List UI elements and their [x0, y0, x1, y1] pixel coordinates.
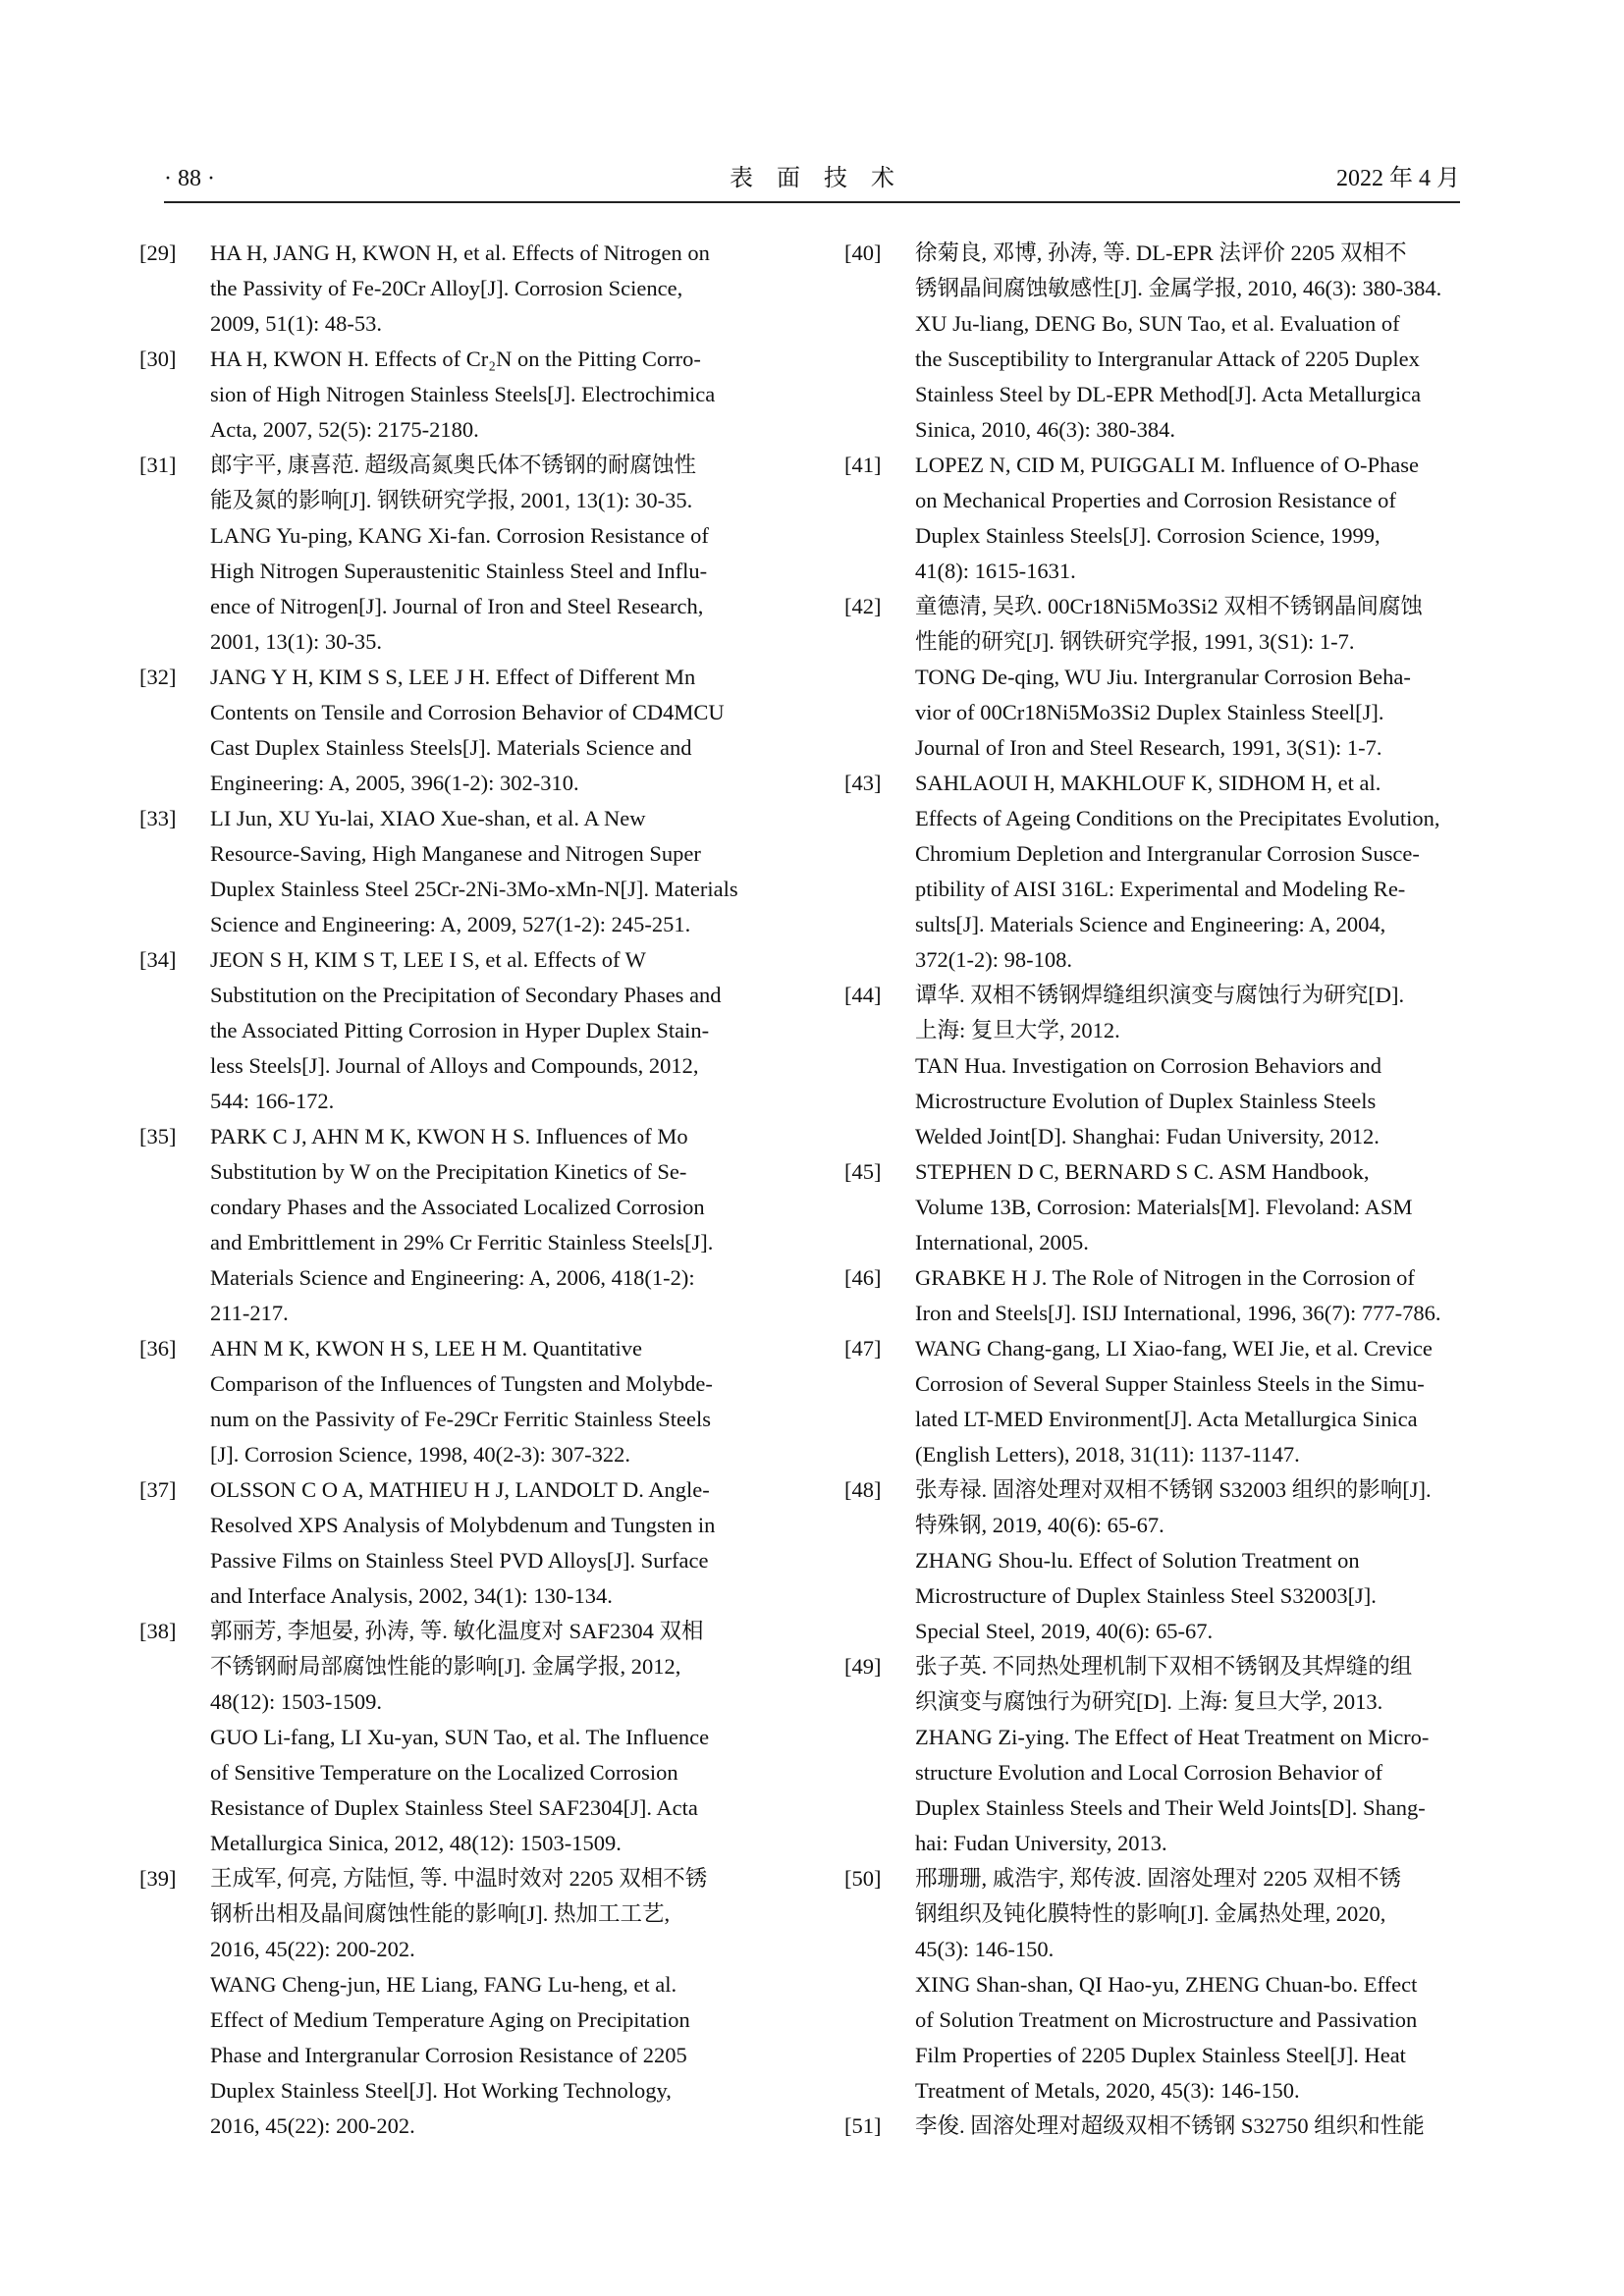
reference-line: Effects of Ageing Conditions on the Precipitates Evolution, [915, 806, 1440, 830]
reference-line: 钢组织及钝化膜特性的影响[J]. 金属热处理, 2020, [915, 1901, 1386, 1926]
reference-text [210, 1614, 787, 1861]
reference-line: 2016, 45(22): 200-202. [210, 1937, 415, 1961]
reference-line: WANG Chang-gang, LI Xiao-fang, WEI Jie, et al. Crevice [915, 1336, 1433, 1361]
reference-item [139, 1861, 787, 2144]
reference-line: Duplex Stainless Steels[J]. Corrosion Science, 1999, [915, 523, 1380, 548]
journal-title: 表面技术 [730, 166, 918, 191]
reference-line: Substitution on the Precipitation of Secondary Phases and [210, 983, 722, 1007]
reference-line: Resource-Saving, High Manganese and Nitrogen Super [210, 841, 701, 866]
reference-line: Welded Joint[D]. Shanghai: Fudan University, 2012. [915, 1124, 1380, 1148]
reference-line: JEON S H, KIM S T, LEE I S, et al. Effects of W [210, 947, 646, 972]
reference-line: 邢珊珊, 戚浩宇, 郑传波. 固溶处理对 2205 双相不锈 [915, 1866, 1402, 1891]
reference-item [139, 942, 787, 1119]
reference-line: 48(12): 1503-1509. [210, 1689, 382, 1714]
reference-text [915, 448, 1492, 589]
reference-item [139, 660, 787, 801]
reference-column-left [139, 236, 787, 2144]
reference-line: LOPEZ N, CID M, PUIGGALI M. Influence of O-Phase [915, 453, 1420, 477]
reference-line: ZHANG Shou-lu. Effect of Solution Treatment on [915, 1548, 1360, 1573]
reference-line: Stainless Steel by DL-EPR Method[J]. Acta Metallurgica [915, 382, 1422, 406]
reference-line: Engineering: A, 2005, 396(1-2): 302-310. [210, 771, 579, 795]
reference-line: 372(1-2): 98-108. [915, 947, 1072, 972]
reference-item [844, 1472, 1492, 1649]
reference-line: Cast Duplex Stainless Steels[J]. Materials Science and [210, 735, 692, 760]
reference-line: Sinica, 2010, 46(3): 380-384. [915, 417, 1175, 442]
reference-text [210, 1331, 787, 1472]
reference-text [210, 236, 787, 342]
reference-line: Phase and Intergranular Corrosion Resistance of 2205 [210, 2043, 687, 2067]
reference-item [844, 2109, 1492, 2144]
reference-line: lated LT-MED Environment[J]. Acta Metallurgica Sinica [915, 1407, 1418, 1431]
reference-line: 王成军, 何亮, 方陆恒, 等. 中温时效对 2205 双相不锈 [210, 1866, 708, 1891]
reference-line: 2001, 13(1): 30-35. [210, 629, 382, 654]
reference-number: [38] [139, 1619, 177, 1643]
reference-text [915, 1861, 1492, 2109]
reference-item [844, 1861, 1492, 2109]
reference-line: sion of High Nitrogen Stainless Steels[J]. Electrochimica [210, 382, 716, 406]
reference-line: less Steels[J]. Journal of Alloys and Compounds, 2012, [210, 1053, 699, 1078]
reference-line: the Passivity of Fe-20Cr Alloy[J]. Corrosion Science, [210, 276, 683, 300]
reference-line: PARK C J, AHN M K, KWON H S. Influences of Mo [210, 1124, 688, 1148]
reference-line: num on the Passivity of Fe-29Cr Ferritic Stainless Steels [210, 1407, 711, 1431]
reference-line: 211-217. [210, 1301, 289, 1325]
reference-line: HA H, JANG H, KWON H, et al. Effects of Nitrogen on [210, 240, 710, 265]
reference-line: Resolved XPS Analysis of Molybdenum and Tungsten in [210, 1513, 716, 1537]
reference-number: [33] [139, 806, 177, 830]
reference-number: [34] [139, 947, 177, 972]
reference-item [844, 1260, 1492, 1331]
reference-line: 李俊. 固溶处理对超级双相不锈钢 S32750 组织和性能 [915, 2113, 1425, 2138]
reference-line: Microstructure Evolution of Duplex Stainless Steels [915, 1089, 1377, 1113]
reference-number: [45] [844, 1159, 882, 1184]
reference-line: 童德清, 吴玖. 00Cr18Ni5Mo3Si2 双相不锈钢晶间腐蚀 [915, 594, 1423, 618]
reference-text [915, 2109, 1492, 2144]
reference-line: hai: Fudan University, 2013. [915, 1831, 1167, 1855]
reference-item [844, 1154, 1492, 1260]
reference-line: 织演变与腐蚀行为研究[D]. 上海: 复旦大学, 2013. [915, 1689, 1383, 1714]
reference-text [210, 342, 787, 448]
reference-line: 不锈钢耐局部腐蚀性能的影响[J]. 金属学报, 2012, [210, 1654, 681, 1679]
reference-line: ZHANG Zi-ying. The Effect of Heat Treatment on Micro- [915, 1725, 1430, 1749]
reference-number: [42] [844, 594, 882, 618]
reference-number: [51] [844, 2113, 882, 2138]
reference-text [210, 942, 787, 1119]
reference-line: Science and Engineering: A, 2009, 527(1-2): 245-251. [210, 912, 691, 936]
reference-line: Metallurgica Sinica, 2012, 48(12): 1503-1509. [210, 1831, 622, 1855]
reference-item [139, 342, 787, 448]
reference-item [139, 1331, 787, 1472]
reference-number: [50] [844, 1866, 882, 1891]
reference-text [915, 1331, 1492, 1472]
reference-line: on Mechanical Properties and Corrosion Resistance of [915, 488, 1396, 512]
reference-number: [40] [844, 240, 882, 265]
reference-line: [J]. Corrosion Science, 1998, 40(2-3): 307-322. [210, 1442, 631, 1467]
reference-number: [44] [844, 983, 882, 1007]
reference-number: [47] [844, 1336, 882, 1361]
issue-date: 2022 年 4 月 [1336, 166, 1460, 191]
reference-line: 能及氮的影响[J]. 钢铁研究学报, 2001, 13(1): 30-35. [210, 488, 693, 512]
reference-line: Duplex Stainless Steel[J]. Hot Working Technology, [210, 2078, 672, 2103]
reference-line: 郎宇平, 康喜范. 超级高氮奥氏体不锈钢的耐腐蚀性 [210, 453, 697, 477]
reference-line: 郭丽芳, 李旭晏, 孙涛, 等. 敏化温度对 SAF2304 双相 [210, 1619, 704, 1643]
reference-item [844, 1331, 1492, 1472]
reference-text [210, 1861, 787, 2144]
reference-text [915, 236, 1492, 448]
reference-item [844, 766, 1492, 978]
reference-item [139, 1472, 787, 1614]
reference-item [844, 589, 1492, 766]
reference-item [139, 1614, 787, 1861]
reference-number: [35] [139, 1124, 177, 1148]
reference-text [915, 589, 1492, 766]
reference-line: the Associated Pitting Corrosion in Hyper Duplex Stain- [210, 1018, 710, 1042]
reference-line: sults[J]. Materials Science and Engineering: A, 2004, [915, 912, 1386, 936]
reference-line: OLSSON C O A, MATHIEU H J, LANDOLT D. Angle- [210, 1477, 710, 1502]
reference-item [844, 236, 1492, 448]
reference-item [139, 1119, 787, 1331]
reference-line: Duplex Stainless Steels and Their Weld Joints[D]. Shang- [915, 1795, 1426, 1820]
reference-text [210, 1119, 787, 1331]
reference-number: [49] [844, 1654, 882, 1679]
reference-line: International, 2005. [915, 1230, 1089, 1255]
reference-text [915, 1649, 1492, 1861]
reference-line: 锈钢晶间腐蚀敏感性[J]. 金属学报, 2010, 46(3): 380-384. [915, 276, 1442, 300]
reference-number: [48] [844, 1477, 882, 1502]
reference-text [210, 660, 787, 801]
reference-text [210, 1472, 787, 1614]
reference-text [915, 978, 1492, 1154]
reference-line: Film Properties of 2205 Duplex Stainless Steel[J]. Heat [915, 2043, 1406, 2067]
reference-line: TONG De-qing, WU Jiu. Intergranular Corrosion Beha- [915, 665, 1411, 689]
reference-line: Effect of Medium Temperature Aging on Precipitation [210, 2007, 690, 2032]
reference-line: LANG Yu-ping, KANG Xi-fan. Corrosion Resistance of [210, 523, 709, 548]
reference-item [844, 978, 1492, 1154]
reference-item [139, 801, 787, 942]
reference-line: Special Steel, 2019, 40(6): 65-67. [915, 1619, 1214, 1643]
reference-number: [36] [139, 1336, 177, 1361]
reference-line: HA H, KWON H. Effects of Cr₂N on the Pitting Corro- [210, 347, 701, 371]
reference-line: Comparison of the Influences of Tungsten and Molybde- [210, 1371, 713, 1396]
reference-number: [39] [139, 1866, 177, 1891]
reference-line: JANG Y H, KIM S S, LEE J H. Effect of Different Mn [210, 665, 696, 689]
reference-line: ptibility of AISI 316L: Experimental and Modeling Re- [915, 877, 1406, 901]
reference-number: [29] [139, 240, 177, 265]
reference-number: [37] [139, 1477, 177, 1502]
reference-line: the Susceptibility to Intergranular Attack of 2205 Duplex [915, 347, 1420, 371]
page-header [164, 159, 1460, 198]
reference-line: High Nitrogen Superaustenitic Stainless Steel and Influ- [210, 559, 708, 583]
reference-line: 上海: 复旦大学, 2012. [915, 1018, 1120, 1042]
reference-item [844, 448, 1492, 589]
reference-line: vior of 00Cr18Ni5Mo3Si2 Duplex Stainless Steel[J]. [915, 700, 1384, 724]
reference-line: 2016, 45(22): 200-202. [210, 2113, 415, 2138]
reference-line: condary Phases and the Associated Localized Corrosion [210, 1195, 705, 1219]
reference-text [915, 766, 1492, 978]
reference-line: Treatment of Metals, 2020, 45(3): 146-150. [915, 2078, 1300, 2103]
page-number: · 88 · [164, 166, 215, 191]
reference-number: [43] [844, 771, 882, 795]
reference-line: Duplex Stainless Steel 25Cr-2Ni-3Mo-xMn-N[J]. Materials [210, 877, 738, 901]
reference-line: 张子英. 不同热处理机制下双相不锈钢及其焊缝的组 [915, 1654, 1413, 1679]
reference-line: Chromium Depletion and Intergranular Corrosion Susce- [915, 841, 1420, 866]
reference-line: TAN Hua. Investigation on Corrosion Behaviors and [915, 1053, 1381, 1078]
reference-text [915, 1472, 1492, 1649]
reference-line: XU Ju-liang, DENG Bo, SUN Tao, et al. Evaluation of [915, 311, 1400, 336]
reference-line: Journal of Iron and Steel Research, 1991, 3(S1): 1-7. [915, 735, 1382, 760]
header-rule [164, 201, 1460, 203]
reference-line: SAHLAOUI H, MAKHLOUF K, SIDHOM H, et al. [915, 771, 1381, 795]
reference-line: and Interface Analysis, 2002, 34(1): 130-134. [210, 1583, 613, 1608]
reference-number: [46] [844, 1265, 882, 1290]
reference-line: GUO Li-fang, LI Xu-yan, SUN Tao, et al. The Influence [210, 1725, 710, 1749]
reference-line: AHN M K, KWON H S, LEE H M. Quantitative [210, 1336, 642, 1361]
reference-number: [32] [139, 665, 177, 689]
reference-line: structure Evolution and Local Corrosion Behavior of [915, 1760, 1383, 1785]
reference-line: Acta, 2007, 52(5): 2175-2180. [210, 417, 479, 442]
reference-line: 钢析出相及晶间腐蚀性能的影响[J]. 热加工工艺, [210, 1901, 671, 1926]
reference-line: 张寿禄. 固溶处理对双相不锈钢 S32003 组织的影响[J]. [915, 1477, 1432, 1502]
reference-line: (English Letters), 2018, 31(11): 1137-1147. [915, 1442, 1300, 1467]
reference-item [139, 236, 787, 342]
reference-number: [31] [139, 453, 177, 477]
reference-line: LI Jun, XU Yu-lai, XIAO Xue-shan, et al. A New [210, 806, 646, 830]
reference-line: Microstructure of Duplex Stainless Steel S32003[J]. [915, 1583, 1377, 1608]
reference-line: of Sensitive Temperature on the Localized Corrosion [210, 1760, 678, 1785]
reference-line: Passive Films on Stainless Steel PVD Alloys[J]. Surface [210, 1548, 709, 1573]
reference-line: 谭华. 双相不锈钢焊缝组织演变与腐蚀行为研究[D]. [915, 983, 1405, 1007]
reference-line: 45(3): 146-150. [915, 1937, 1055, 1961]
reference-number: [30] [139, 347, 177, 371]
reference-line: GRABKE H J. The Role of Nitrogen in the Corrosion of [915, 1265, 1415, 1290]
reference-line: STEPHEN D C, BERNARD S C. ASM Handbook, [915, 1159, 1370, 1184]
reference-line: 徐菊良, 邓博, 孙涛, 等. DL-EPR 法评价 2205 双相不 [915, 240, 1407, 265]
reference-line: 41(8): 1615-1631. [915, 559, 1076, 583]
reference-line: Corrosion of Several Supper Stainless Steels in the Simu- [915, 1371, 1425, 1396]
reference-line: and Embrittlement in 29% Cr Ferritic Stainless Steels[J]. [210, 1230, 714, 1255]
reference-line: 2009, 51(1): 48-53. [210, 311, 382, 336]
reference-number: [41] [844, 453, 882, 477]
reference-line: XING Shan-shan, QI Hao-yu, ZHENG Chuan-bo. Effect [915, 1972, 1418, 1997]
reference-line: 544: 166-172. [210, 1089, 335, 1113]
reference-text [210, 448, 787, 660]
reference-line: Contents on Tensile and Corrosion Behavior of CD4MCU [210, 700, 725, 724]
reference-line: of Solution Treatment on Microstructure and Passivation [915, 2007, 1418, 2032]
reference-line: ence of Nitrogen[J]. Journal of Iron and Steel Research, [210, 594, 704, 618]
reference-line: 特殊钢, 2019, 40(6): 65-67. [915, 1513, 1164, 1537]
reference-line: Materials Science and Engineering: A, 2006, 418(1-2): [210, 1265, 695, 1290]
reference-line: Volume 13B, Corrosion: Materials[M]. Flevoland: ASM [915, 1195, 1413, 1219]
reference-text [915, 1154, 1492, 1260]
reference-line: Substitution by W on the Precipitation Kinetics of Se- [210, 1159, 687, 1184]
reference-line: Resistance of Duplex Stainless Steel SAF2304[J]. Acta [210, 1795, 698, 1820]
reference-item [139, 448, 787, 660]
reference-line: WANG Cheng-jun, HE Liang, FANG Lu-heng, et al. [210, 1972, 677, 1997]
reference-line: Iron and Steels[J]. ISIJ International, 1996, 36(7): 777-786. [915, 1301, 1441, 1325]
reference-column-right [844, 236, 1492, 2144]
reference-text [915, 1260, 1492, 1331]
reference-line: 性能的研究[J]. 钢铁研究学报, 1991, 3(S1): 1-7. [915, 629, 1355, 654]
reference-item [844, 1649, 1492, 1861]
reference-text [210, 801, 787, 942]
